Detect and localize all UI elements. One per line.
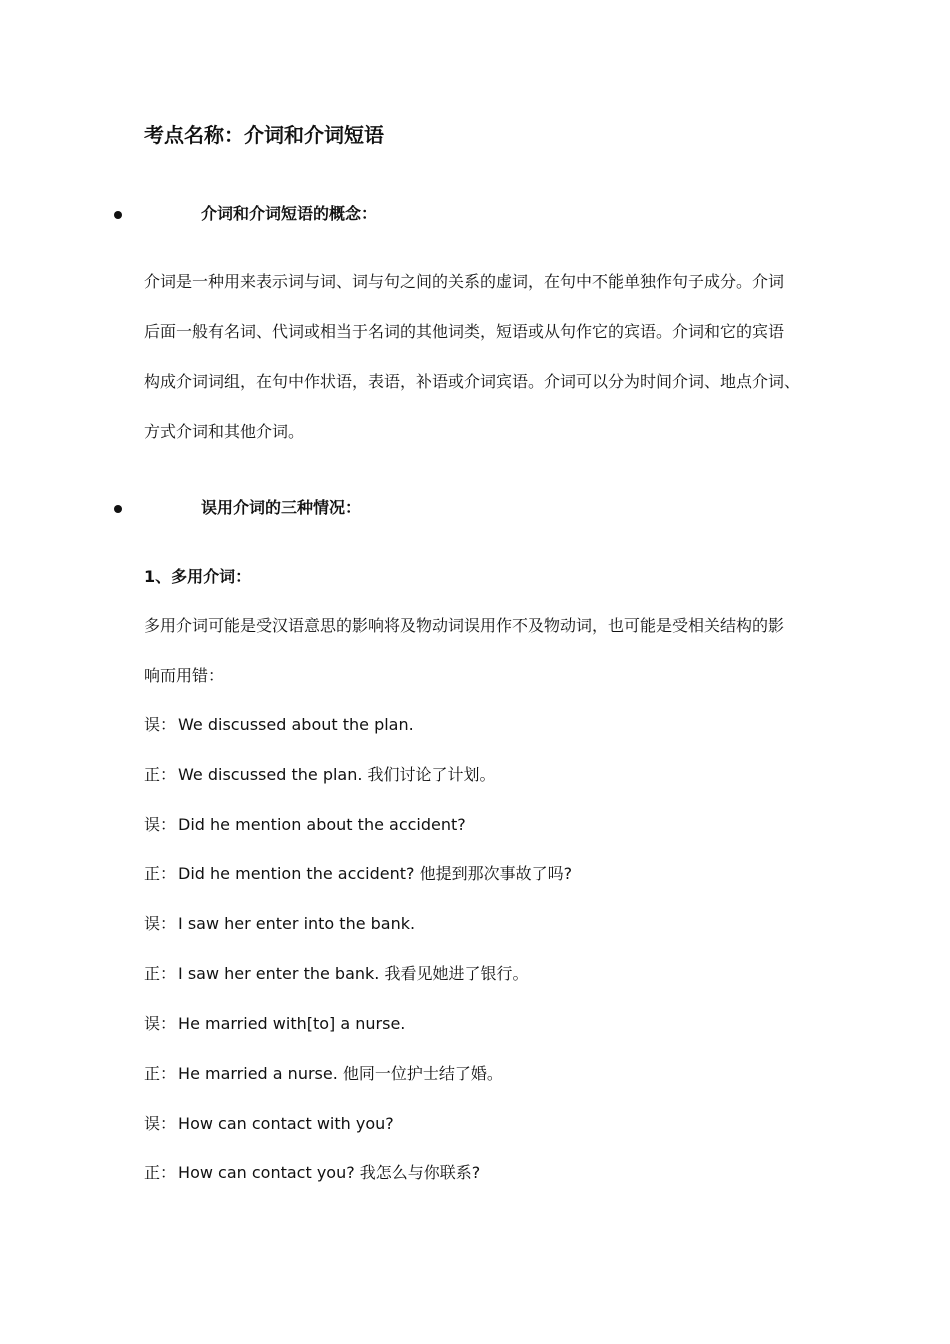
example-text: How can contact with you? (178, 1114, 394, 1133)
example-label: 误 (144, 815, 161, 834)
example-label: 误 (144, 715, 161, 734)
example-label: 误 (144, 1114, 161, 1133)
example-colon: ： (160, 1064, 177, 1083)
example-text: We discussed about the plan. (178, 715, 414, 734)
example-text: I saw her enter the bank. 我看见她进了银行。 (178, 964, 529, 983)
example-text: We discussed the plan. 我们讨论了计划。 (178, 765, 496, 784)
bullet-point (114, 505, 122, 513)
misuse-paragraph-line-2: 响而用错： (144, 666, 225, 685)
section-heading-misuse: 误用介词的三种情况： (201, 498, 362, 517)
example-row (144, 813, 466, 837)
example-text: How can contact you? 我怎么与你联系? (178, 1163, 481, 1182)
example-colon: ： (160, 1114, 177, 1133)
subheading-extra-preposition: 1、多用介词： (144, 567, 252, 586)
example-row (144, 763, 496, 787)
example-label: 正 (144, 964, 161, 983)
concept-paragraph-line-4: 方式介词和其他介词。 (144, 422, 305, 441)
example-label: 正 (144, 1163, 161, 1182)
example-colon: ： (160, 815, 177, 834)
example-colon: ： (160, 715, 177, 734)
example-row (144, 1012, 405, 1036)
example-colon: ： (160, 1163, 177, 1182)
example-text: I saw her enter into the bank. (178, 914, 416, 933)
example-colon: ： (160, 765, 177, 784)
concept-paragraph-line-3: 构成介词词组，在句中作状语，表语，补语或介词宾语。介词可以分为时间介词、地点介词、 (144, 372, 801, 391)
section-heading-concept: 介词和介词短语的概念： (201, 204, 378, 223)
example-text: Did he mention about the accident? (178, 815, 466, 834)
bullet-point (114, 211, 122, 219)
example-row (144, 1112, 394, 1136)
example-row (144, 1062, 503, 1086)
example-label: 正 (144, 765, 161, 784)
example-colon: ： (160, 864, 177, 883)
example-row (144, 862, 572, 886)
example-label: 误 (144, 1014, 161, 1033)
example-colon: ： (160, 964, 177, 983)
example-text: He married a nurse. 他同一位护士结了婚。 (178, 1064, 503, 1083)
example-label: 正 (144, 864, 161, 883)
example-row (144, 912, 415, 936)
example-label: 正 (144, 1064, 161, 1083)
example-row (144, 713, 414, 737)
page-title: 考点名称：介词和介词短语 (144, 123, 384, 147)
concept-paragraph-line-1: 介词是一种用来表示词与词、词与句之间的关系的虚词，在句中不能单独作句子成分。介词 (144, 272, 785, 291)
example-text: He married with[to] a nurse. (178, 1014, 406, 1033)
example-label: 误 (144, 914, 161, 933)
example-text: Did he mention the accident? 他提到那次事故了吗? (178, 864, 573, 883)
example-row (144, 962, 528, 986)
example-colon: ： (160, 1014, 177, 1033)
concept-paragraph-line-2: 后面一般有名词、代词或相当于名词的其他词类，短语或从句作它的宾语。介词和它的宾语 (144, 322, 785, 341)
misuse-paragraph-line-1: 多用介词可能是受汉语意思的影响将及物动词误用作不及物动词，也可能是受相关结构的影 (144, 616, 785, 635)
example-row (144, 1161, 480, 1185)
example-colon: ： (160, 914, 177, 933)
